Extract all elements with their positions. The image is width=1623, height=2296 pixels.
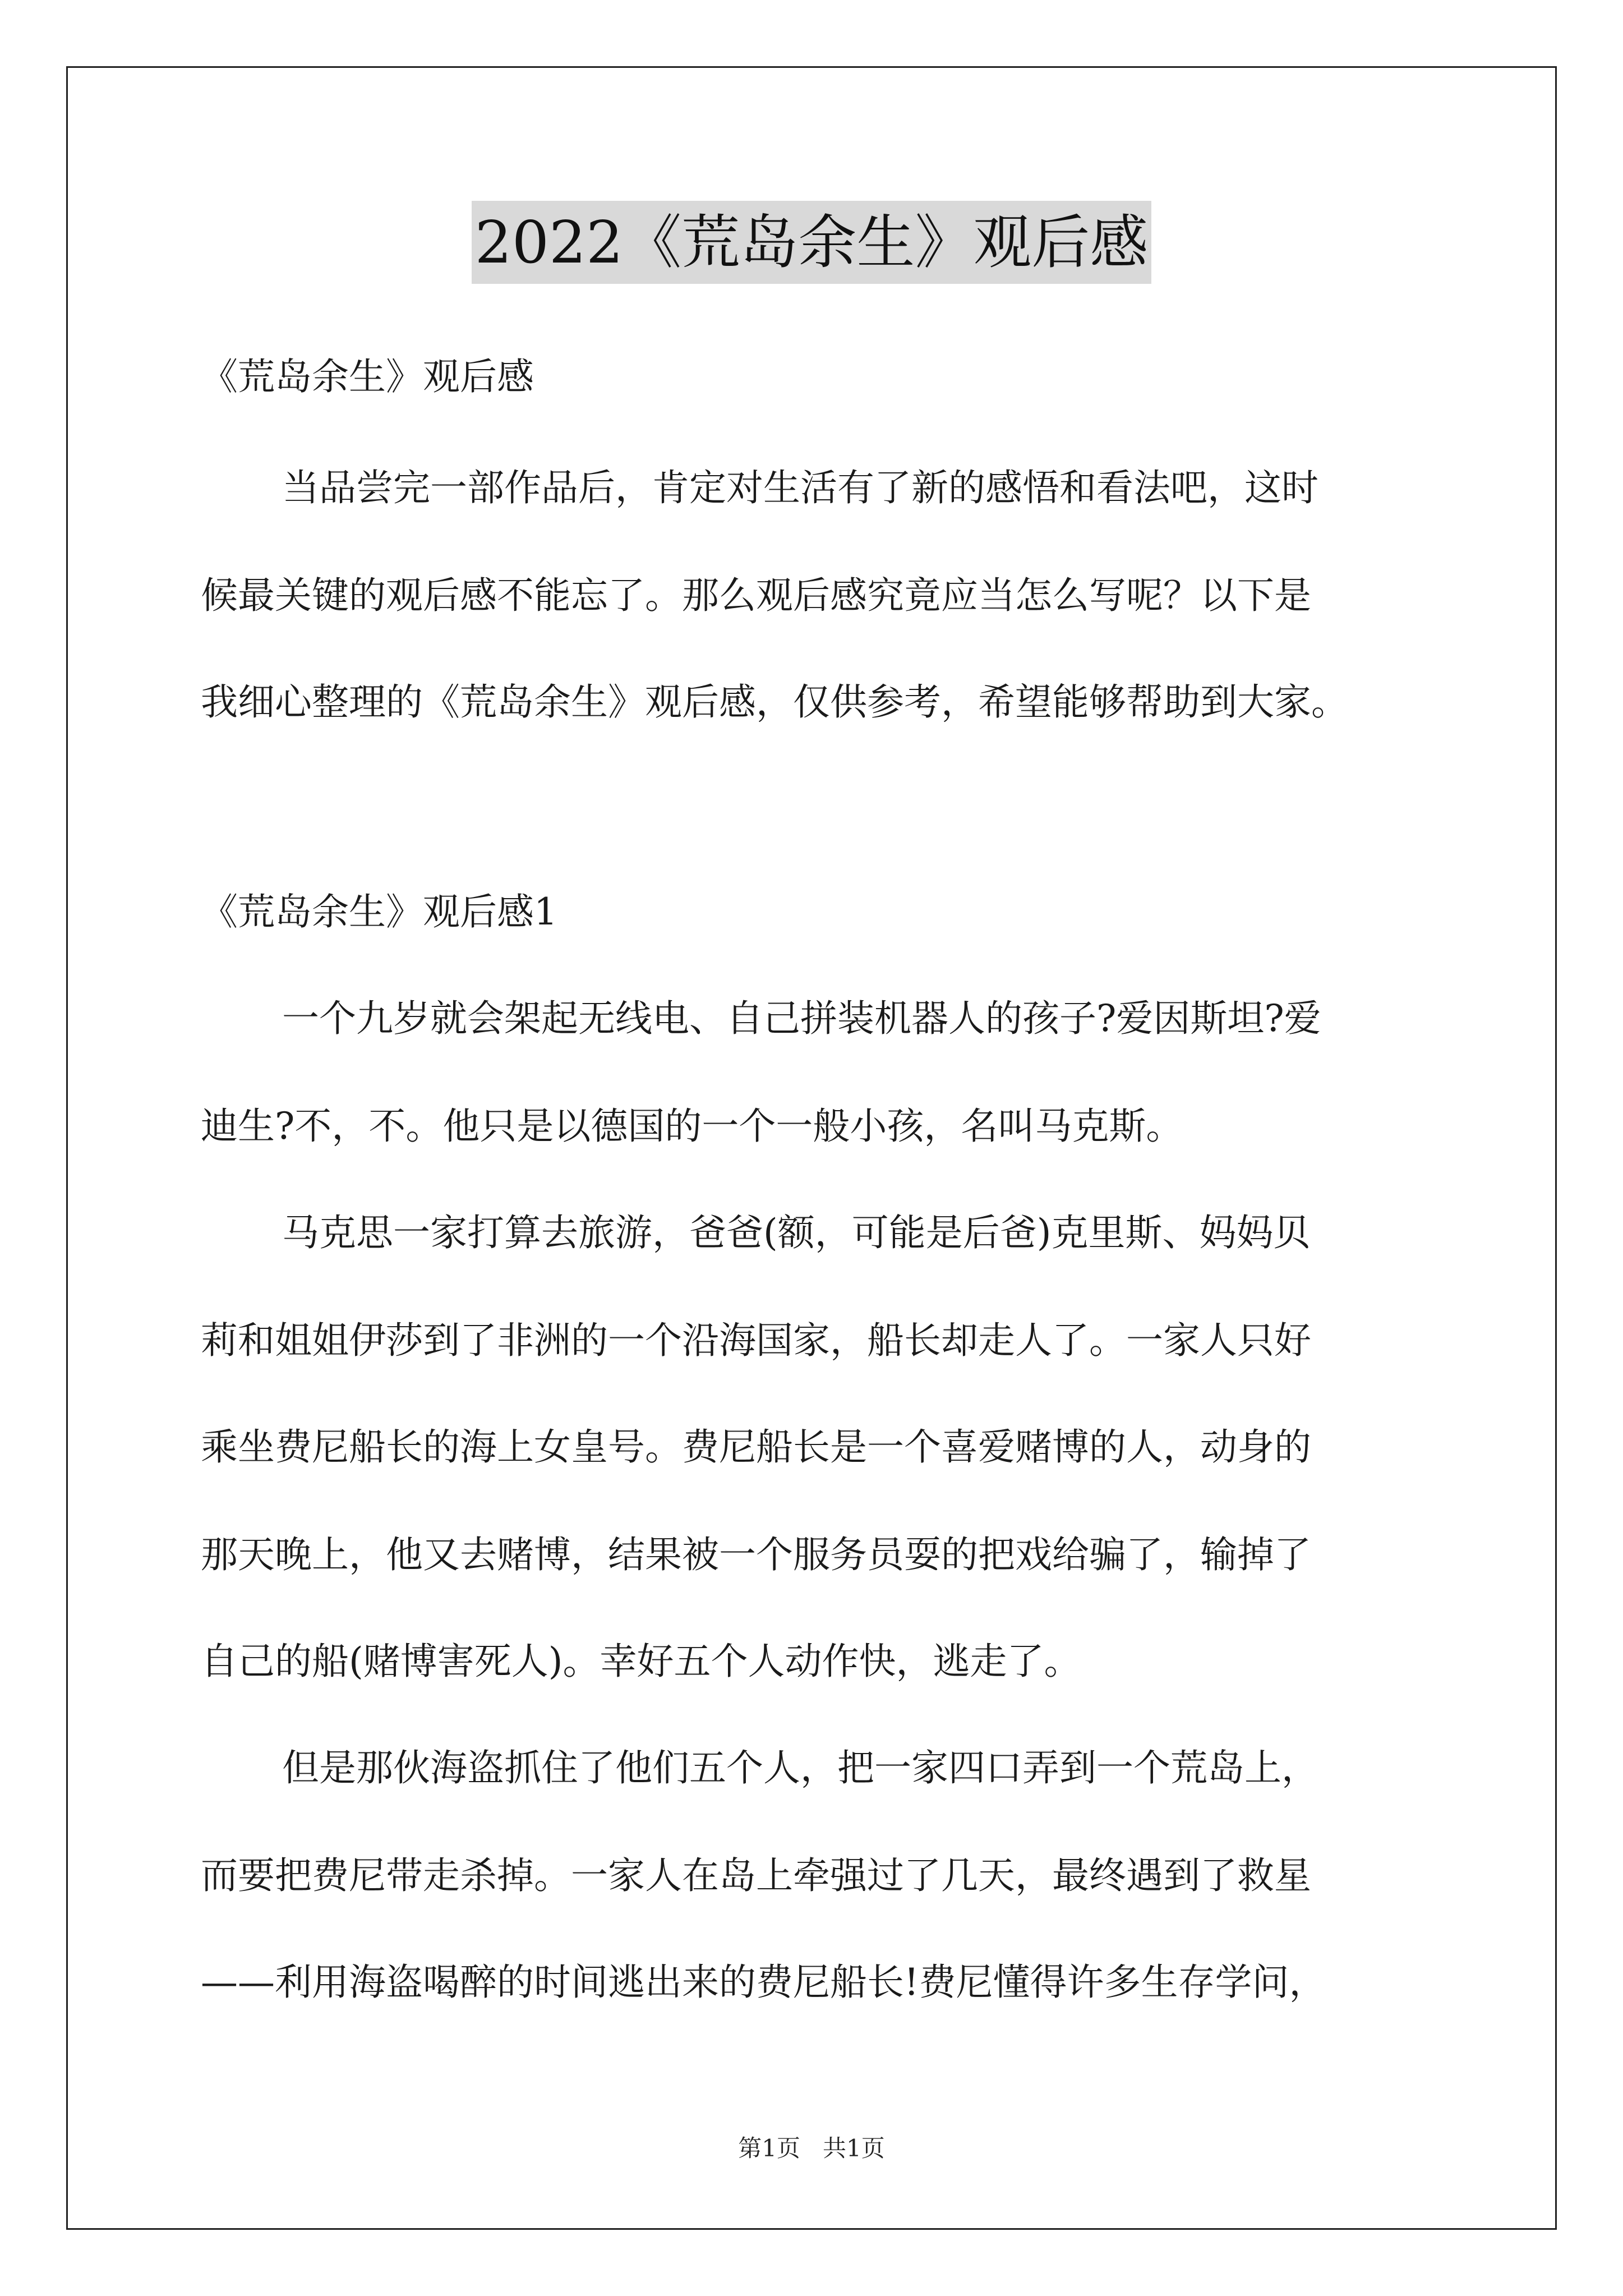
intro-line: 当品尝完一部作品后，肯定对生活有了新的感悟和看法吧，这时 (282, 466, 1318, 509)
paragraph-line: 而要把费尼带走杀掉。一家人在岛上牵强过了几天，最终遇到了救星 (201, 1854, 1311, 1897)
title-container (0, 201, 1623, 284)
section-heading: 《荒岛余生》观后感1 (201, 890, 557, 933)
paragraph-line: 自己的船(赌博害死人)。幸好五个人动作快，逃走了。 (201, 1640, 1081, 1683)
page-footer (0, 2132, 1623, 2165)
page-number: 第1页 (738, 2134, 800, 2162)
paragraph-line: 马克思一家打算去旅游，爸爸(额，可能是后爸)克里斯、妈妈贝 (282, 1211, 1311, 1254)
paragraph-line: 迪生?不，不。他只是以德国的一个一般小孩，名叫马克斯。 (201, 1105, 1183, 1148)
page-total: 共1页 (823, 2134, 885, 2162)
paragraph-line: 但是那伙海盗抓住了他们五个人，把一家四口弄到一个荒岛上， (282, 1746, 1318, 1789)
document-title: 2022《荒岛余生》观后感 (472, 201, 1152, 284)
subtitle: 《荒岛余生》观后感 (201, 355, 534, 398)
paragraph-line: 一个九岁就会架起无线电、自己拼装机器人的孩子?爱因斯坦?爱 (282, 997, 1321, 1040)
paragraph-line: 那天晚上，他又去赌博，结果被一个服务员耍的把戏给骗了，输掉了 (201, 1533, 1311, 1576)
intro-line: 候最关键的观后感不能忘了。那么观后感究竟应当怎么写呢？以下是 (201, 574, 1311, 617)
paragraph-line: 乘坐费尼船长的海上女皇号。费尼船长是一个喜爱赌博的人，动身的 (201, 1425, 1311, 1469)
intro-line: 我细心整理的《荒岛余生》观后感，仅供参考，希望能够帮助到大家。 (201, 680, 1348, 724)
paragraph-line: 莉和姐姐伊莎到了非洲的一个沿海国家，船长却走人了。一家人只好 (201, 1319, 1311, 1362)
paragraph-line: ——利用海盗喝醉的时间逃出来的费尼船长!费尼懂得许多生存学问， (201, 1961, 1326, 2004)
